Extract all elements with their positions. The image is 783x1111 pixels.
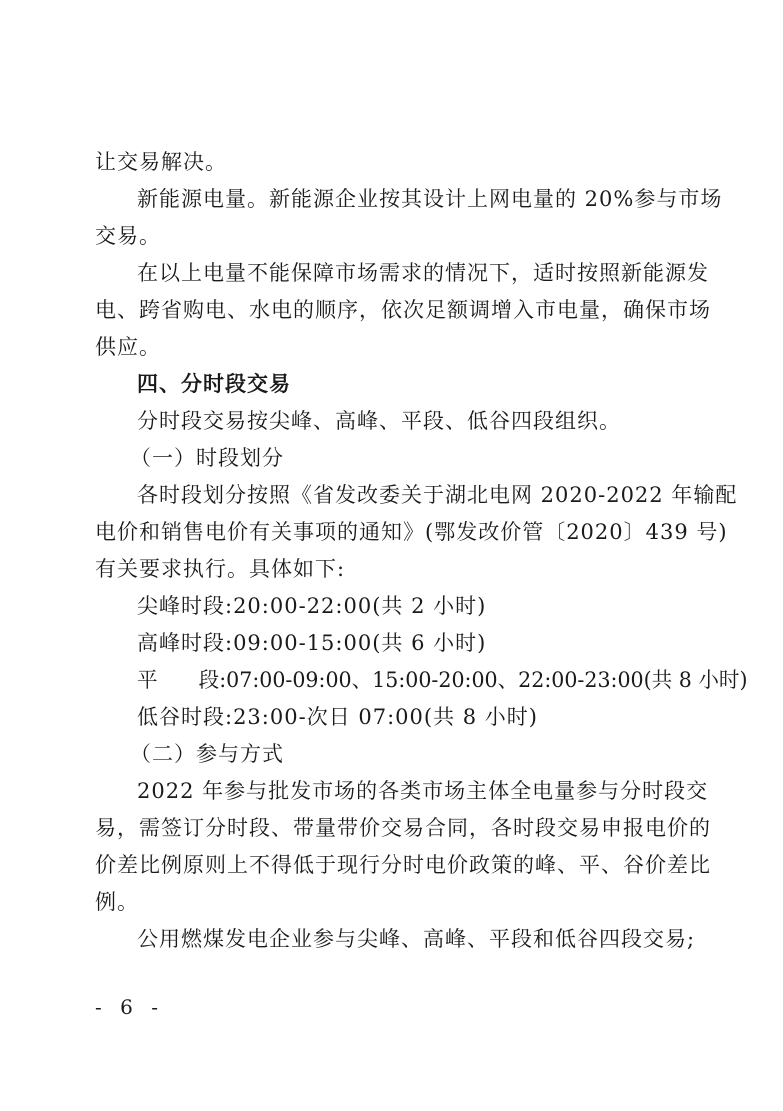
- text-line: 公用燃煤发电企业参与尖峰、高峰、平段和低谷四段交易;: [137, 927, 696, 951]
- page-number: - 6 -: [95, 995, 164, 1019]
- text-line: 让交易解决。: [95, 150, 227, 174]
- time-period-line: 低谷时段:23:00-次日 07:00(共 8 小时): [137, 705, 538, 729]
- text-line: 各时段划分按照《省发改委关于湖北电网 2020-2022 年输配: [137, 483, 738, 507]
- text-line: 在以上电量不能保障市场需求的情况下，适时按照新能源发: [137, 261, 709, 285]
- text-line: 分时段交易按尖峰、高峰、平段、低谷四段组织。: [137, 409, 621, 433]
- text-line: 电价和销售电价有关事项的通知》(鄂发改价管〔2020〕439 号): [95, 520, 728, 544]
- text-line: 电、跨省购电、水电的顺序，依次足额调增入市电量，确保市场: [95, 298, 711, 322]
- text-line: 有关要求执行。具体如下:: [95, 557, 346, 581]
- text-line: 例。: [95, 890, 139, 914]
- subsection-heading: （二）参与方式: [130, 742, 284, 766]
- subsection-heading: （一）时段划分: [130, 446, 284, 470]
- time-period-line: 高峰时段:09:00-15:00(共 6 小时): [137, 631, 487, 655]
- time-period-line: 尖峰时段:20:00-22:00(共 2 小时): [137, 594, 487, 618]
- text-line: 2022 年参与批发市场的各类市场主体全电量参与分时段交: [137, 779, 709, 803]
- text-line: 价差比例原则上不得低于现行分时电价政策的峰、平、谷价差比: [95, 853, 711, 877]
- time-period-line: 平 段:07:00-09:00、15:00-20:00、22:00-23:00(共 8 小时): [137, 668, 748, 692]
- text-line: 交易。: [95, 224, 161, 248]
- text-line: 供应。: [95, 335, 161, 359]
- section-heading: 四、分时段交易: [137, 372, 291, 396]
- text-line: 新能源电量。新能源企业按其设计上网电量的 20%参与市场: [137, 187, 723, 211]
- text-line: 易，需签订分时段、带量带价交易合同，各时段交易申报电价的: [95, 816, 711, 840]
